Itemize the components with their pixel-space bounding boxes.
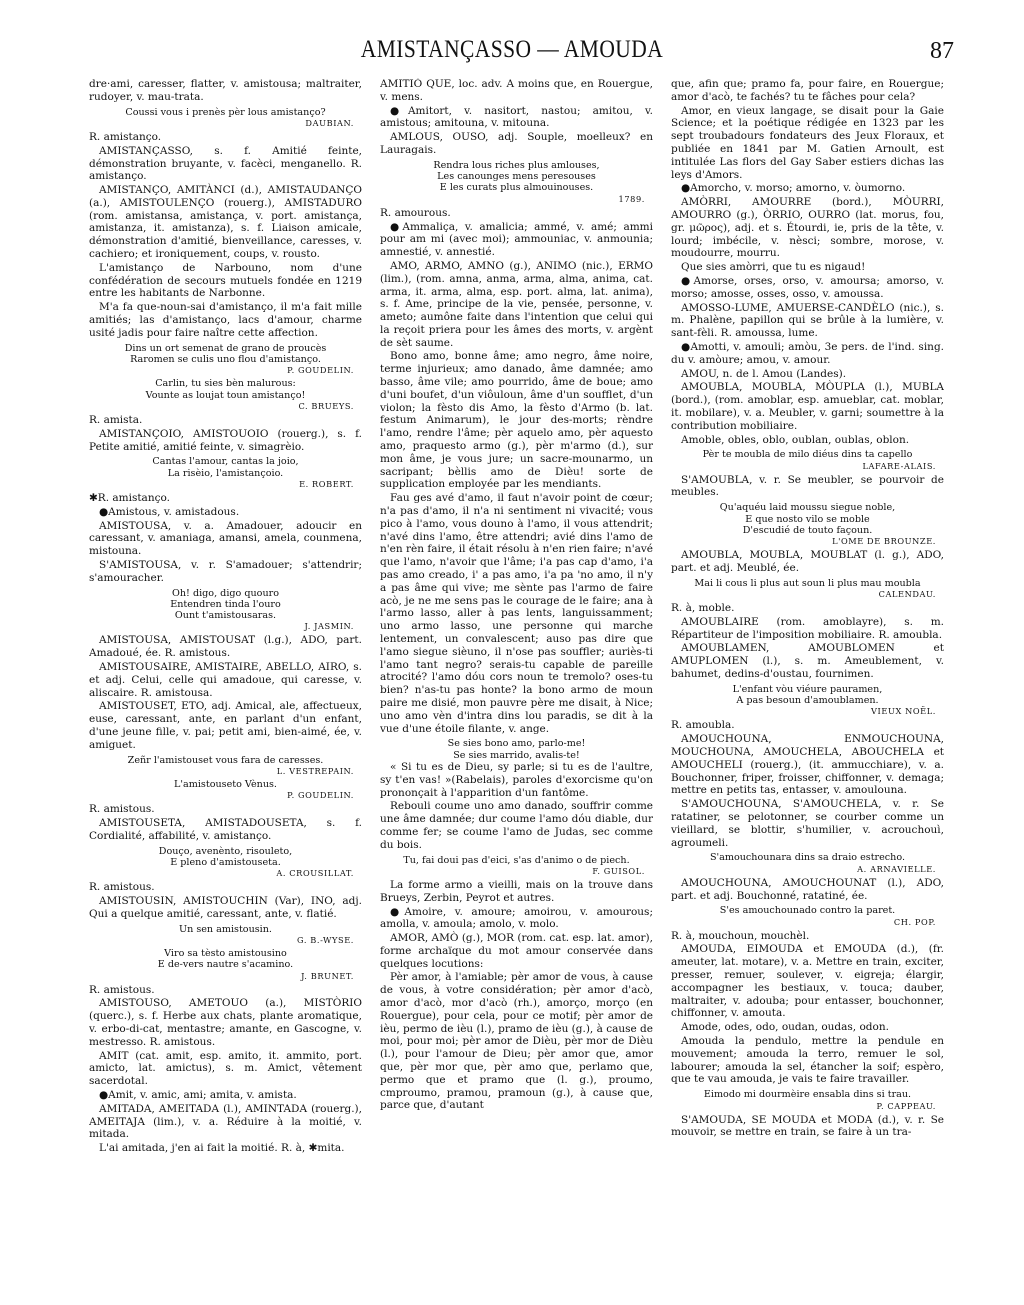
quotation <box>89 343 362 366</box>
column-middle <box>380 78 653 1288</box>
quotation-line: S'es amouchounado contro la paret. <box>719 905 896 917</box>
quotation-author: J. BRUNET. <box>301 970 354 981</box>
entry-paragraph: AMISTANÇOIO, AMISTOUOIO (rouerg.), s. f. Petite amitié, amitié feinte, v. simagrèio. <box>89 427 362 453</box>
entry-paragraph: AMITIÒ QUE, loc. adv. A moins que, en Rouergue, v. mens. <box>380 78 653 103</box>
entry-paragraph: AMÒRRI, AMOURRE (bord.), MÒURRI, AMOURRO (g.), ÒRRIO, OURRO (lat. morus, fou, gr. μῶρος), adj. et s. Étourdi, ie, pris de la tête, v. lourd; imbécile, v. nèsci; sombre, morose, v. moudourre, mourru. <box>671 196 944 260</box>
column-left <box>89 78 362 1288</box>
quotation-line: Qu'aquéu laid moussu siegue noble, <box>719 502 896 514</box>
entry-paragraph: Amode, odes, odo, oudan, oudas, odon. <box>681 1021 889 1034</box>
entry-paragraph: AMOSSO-LUME, AMUERSE-CANDÈLO (nic.), s. m. Phalène, papillon qui se brûle à la lumière, v. sant-fèli. R. amoussa, lume. <box>671 301 944 340</box>
quotation-line: Cantas l'amour, cantas la joio, <box>152 456 299 468</box>
quotation-line: Ount t'amistousaras. <box>174 610 277 622</box>
entry-paragraph: ✱R. amistanço. <box>89 491 170 504</box>
quotation-line: S'amouchounara dins sa draio estrecho. <box>709 852 906 864</box>
quotation-line: Tu, fai doui pas d'eici, s'as d'animo o de piech. <box>403 854 630 866</box>
entry-paragraph: AMISTOUSETA, AMISTADOUSETA, s. f. Cordialité, affabilité, v. amistanço. <box>89 817 362 842</box>
quotation-author: P. GOUDELIN. <box>287 790 354 801</box>
quotation <box>380 160 653 194</box>
dictionary-columns <box>89 78 945 1288</box>
entry-paragraph: Amor, en vieux langage, se disait pour la Gaie Science; et la poétique rédigée en 1323 par les sept troubadours fondateurs des Jeux Floraux, et publiée en 1841 par M. Gatien Arnoult, est intitulée Las flors del Gay Saber estiers dichas las leys d'Amors. <box>671 104 944 181</box>
quotation <box>89 846 362 869</box>
entry-paragraph: ●Amistous, v. amistadous. <box>99 505 240 518</box>
quotation-author: CH. POP. <box>893 916 936 927</box>
quotation-line: E les curats plus almouinouses. <box>439 182 594 194</box>
entry-paragraph: R. amistous. <box>89 803 155 816</box>
quotation-line: Un sen amistousin. <box>179 923 272 935</box>
entry-paragraph: AMOUBLAIRE (rom. amoblayre), s. m. Répartiteur de l'imposition mobiliaire. R. amoubla. <box>671 615 944 641</box>
quotation <box>89 948 362 971</box>
entry-paragraph: Amoble, obles, oblo, oublan, oublas, oblon. <box>681 433 910 446</box>
quotation-line: Mai li cous li plus aut soun li plus mau moubla <box>694 577 921 589</box>
quotation <box>671 449 944 460</box>
entry-paragraph: AMO, ARMO, AMNO (g.), ANIMO (nic.), ERMO (lim.), (rom. amna, anma, arma, alma, anima, cat. arma, it. arma, alma, esp. port. alma, lat. anima), s. f. Ame, principe de la vie, pensée, personne, v. ameto; aumône faite dans l'intention que celui qui la reçoit priera pour les âmes des morts, v. argènt de sèt saume. <box>380 259 653 349</box>
quotation-line: Pèr te moubla de milo diéus dins ta capello <box>702 449 913 461</box>
quotation-line: D'escudié de touto façoun. <box>742 524 873 536</box>
entry-paragraph: La forme armo a vieilli, mais on la trouve dans Brueys, Zerbin, Peyrot et autres. <box>380 878 653 904</box>
running-head-title: AMISTANÇASSO — AMOUDA <box>360 36 664 63</box>
quotation-author: A. CROUSILLAT. <box>276 868 354 879</box>
entry-paragraph: ●Ammaliça, v. amalicia; ammé, v. amé; ammi pour am mi (avec moi); ammouniac, v. anmounia; amnestié, v. annestié. <box>380 220 653 259</box>
quotation-line: E que nosto vilo se moble <box>745 513 870 525</box>
running-header <box>0 36 1024 76</box>
quotation <box>671 684 944 707</box>
quotation-line: Les canounges mens peresouses <box>437 171 596 183</box>
entry-paragraph: R. amoubla. <box>671 719 735 732</box>
quotation-line: Se sies marrido, avalis-te! <box>453 749 580 761</box>
quotation <box>671 502 944 536</box>
quotation-author: 1789. <box>618 193 645 204</box>
entry-paragraph: R. amistous. <box>89 881 155 894</box>
entry-paragraph: AMISTOUSET, ETO, adj. Amical, ale, affectueux, euse, caressant, ante, en parlant d'un enfant, d'une jeune fille, v. pai; petit ami, bien-aimé, ée, v. amiguet. <box>89 700 362 751</box>
entry-paragraph: AMOUBLA, MOUBLA, MOUBLAT (l. g.), ADO, part. et adj. Meublé, ée. <box>671 549 944 574</box>
quotation-author: DAUBIAN. <box>305 117 354 128</box>
quotation <box>89 107 362 118</box>
entry-paragraph: AMISTOUSO, AMETOUO (a.), MISTÒRIO (querc.), s. f. Herbe aux chats, plante aromatique, v. erbo-di-cat, mentastre; amante, en Gascogne, v. mestresso. R. amistous. <box>89 997 362 1048</box>
quotation-author: F. GUISOL. <box>592 865 645 876</box>
quotation-author: J. JASMIN. <box>304 621 354 632</box>
entry-paragraph: que, afin que; pramo fa, pour faire, en Rouergue; amor d'acò, te fachés? tu te fâches pour cela? <box>671 78 944 103</box>
quotation <box>89 755 362 766</box>
entry-paragraph: AMISTANÇASSO, s. f. Amitié feinte, démonstration bruyante, v. facèci, menganello. R. amistanço. <box>89 144 362 183</box>
entry-paragraph: AMOUCHOUNA, ENMOUCHOUNA, MOUCHOUNA, AMOUCHELA, ABOUCHELA et AMOUCHELI (rouerg.), (it. ammucchiare), v. a. Bouchonner, friper, froisser, chiffonner, v. demaga; mettre en petits tas, entasser, v. amoulouna. <box>671 733 944 797</box>
entry-paragraph: S'AMOUBLA, v. r. Se meubler, se pourvoir de meubles. <box>671 473 944 499</box>
entry-paragraph: AMOU, n. de l. Amou (Landes). <box>681 367 847 380</box>
quotation-line: Vounte as loujat toun amistanço! <box>145 389 306 401</box>
quotation-line: A pas besoun d'amoublamen. <box>736 695 879 707</box>
entry-paragraph: « Si tu es de Dieu, sy parle; si tu es de l'aultre, sy t'en vas! »(Rabelais), paroles d'exorcisme qu'on prononçait à l'apparition d'un fantôme. <box>380 761 653 799</box>
entry-paragraph: R. à, mouchoun, mouchèl. <box>671 929 810 942</box>
entry-paragraph: R. amistous. <box>89 983 155 996</box>
entry-paragraph: R. amista. <box>89 413 143 426</box>
entry-paragraph: L'amistanço de Narbouno, nom d'une confédération de secours mutuels fondée en 1219 entre les habitants de Narbonne. <box>89 261 362 300</box>
quotation-line: Coussi vous i prenès pèr lous amistanço? <box>125 106 326 118</box>
quotation-line: Viro sa tèsto amistousino <box>164 947 287 959</box>
quotation <box>89 378 362 401</box>
entry-paragraph: ●Amoire, v. amoure; amoirou, v. amourous; amolla, v. amoula; amolo, v. molo. <box>380 905 653 931</box>
entry-paragraph: ●Amitort, v. nasitort, nastou; amitou, v. amistous; amitouna, v. mitouna. <box>380 104 653 130</box>
entry-paragraph: R. amistanço. <box>89 130 162 143</box>
page-number: 87 <box>930 38 954 64</box>
quotation-line: Entendren tinda l'ouro <box>170 598 281 610</box>
entry-paragraph: AMOR, AMÒ (g.), MOR (rom. cat. esp. lat. amor), forme archaïque du mot amour conservée dans quelques locutions: <box>380 932 653 970</box>
entry-paragraph: AMISTOUSA, AMISTOUSAT (l.g.), ADO, part. Amadoué, ée. R. amistous. <box>89 634 362 660</box>
quotation-line: Eimodo mi dourmèire ensabla dins si trau. <box>703 1089 912 1101</box>
quotation <box>380 855 653 866</box>
entry-paragraph: AMISTOUSAIRE, AMISTAIRE, ABELLO, AIRO, s. et adj. Celui, celle qui amadoue, qui caresse, v. aliscaire. R. amistousa. <box>89 661 362 699</box>
quotation-line: Dins un ort semenat de grano de proucès <box>124 342 327 354</box>
entry-paragraph: Que sies amòrri, que tu es nigaud! <box>681 261 866 274</box>
entry-paragraph: S'AMOUDA, SE MOUDA et MODA (d.), v. r. Se mouvoir, se mettre en train, se faire à un tra- <box>671 1113 944 1139</box>
quotation-author: A. ARNAVIELLE. <box>857 863 936 874</box>
entry-paragraph: ●Amit, v. amic, ami; amita, v. amista. <box>99 1088 297 1101</box>
entry-paragraph: AMOUCHOUNA, AMOUCHOUNAT (l.), ADO, part. et adj. Bouchonné, ratatiné, ée. <box>671 876 944 902</box>
quotation-line: Zeñr l'amistouset vous fara de caresses. <box>127 754 324 766</box>
entry-paragraph: R. à, moble. <box>671 602 735 615</box>
quotation-author: G. B.-WYSE. <box>297 934 354 945</box>
entry-paragraph: ●Amorcho, v. morso; amorno, v. òumorno. <box>681 182 906 195</box>
entry-paragraph: S'AMOUCHOUNA, S'AMOUCHELA, v. r. Se ratatiner, se pelotonner, se courber comme un vieillard, se blottir, s'humilier, v. acrouchouì, agroumeli. <box>671 798 944 849</box>
entry-paragraph: AMLOUS, OUSO, adj. Souple, moelleux? en Lauragais. <box>380 131 653 156</box>
quotation-author: LAFARE-ALAIS. <box>862 460 936 471</box>
quotation-line: La risèio, l'amistançoio. <box>167 467 284 479</box>
quotation-author: VIEUX NOËL. <box>871 706 936 717</box>
quotation-line: L'amistouseto Vènus. <box>174 778 277 790</box>
entry-paragraph: ●Amotti, v. amouli; amòu, 3e pers. de l'ind. sing. du v. amòure; amou, v. amour. <box>671 340 944 366</box>
quotation <box>671 1089 944 1100</box>
entry-paragraph: dre·ami, caresser, flatter, v. amistousa; maltraiter, rudoyer, v. mau-trata. <box>89 78 362 103</box>
entry-paragraph: ●Amorse, orses, orso, v. amoursa; amorso, v. morso; amosse, osses, osso, v. amoussa. <box>671 274 944 300</box>
entry-paragraph: M'a fa que-noun-sai d'amistanço, il m'a fait mille amitiés; las d'amistanço, lacs d'amour, charme usité jadis pour faire naître cette affection. <box>89 301 362 339</box>
entry-paragraph: S'AMISTOUSA, v. r. S'amadouer; s'attendrir; s'amouracher. <box>89 558 362 584</box>
entry-paragraph: AMITADA, AMEITADA (l.), AMINTADA (rouerg.), AMEITAJA (lim.), v. a. Réduire à la moitié, v. mitada. <box>89 1102 362 1141</box>
quotation-line: Carlin, tu sies bèn malurous: <box>155 378 296 390</box>
quotation-author: C. BRUEYS. <box>298 400 354 411</box>
entry-paragraph: AMOUBLA, MOUBLA, MÒUPLA (l.), MUBLA (bord.), (rom. amoblar, esp. amueblar, cat. moblar, it. mobilare), v. a. Meubler, v. garni; soumettre à la contribution mobiliaire. <box>671 381 944 432</box>
entry-paragraph: AMOUBLAMEN, AMOUBLOMEN et AMUPLOMEN (l.), s. m. Ameublement, v. bahumet, dedins-d'oustau, fournimen. <box>671 642 944 681</box>
entry-paragraph: Amouda la pendulo, mettre la pendule en mouvement; amouda la terro, remuer le sol, labourer; amouda la sel, étancher la soif; espèro, que te vau amouda, je vais te faire travailler. <box>671 1035 944 1086</box>
entry-paragraph: AMISTOUSA, v. a. Amadouer, adoucir en caressant, v. amaniaga, amansi, amela, counmena, mistouna. <box>89 519 362 558</box>
quotation <box>671 852 944 863</box>
entry-paragraph: AMISTANÇO, AMITÀNCI (d.), AMISTAUDANÇO (a.), AMISTOULENÇO (rouerg.), AMISTADURO (rom. amistansa, amistança, v. port. amistança, amistanza, it. amistanza), s. f. Liaison amicale, démonstration d'amitié, bienveillance, caresses, v. cachiero; et ironiquement, coups, v. rousto. <box>89 184 362 261</box>
quotation-line: Oh! digo, digo quouro <box>172 587 279 599</box>
quotation-line: Rendra lous riches plus amlouses, <box>433 159 600 171</box>
column-right <box>671 78 944 1288</box>
quotation-line: L'enfant vòu viéure pauramen, <box>732 683 883 695</box>
quotation <box>671 578 944 589</box>
quotation-author: P. CAPPEAU. <box>876 1100 936 1111</box>
entry-paragraph: AMOUDA, EIMOUDA et EMOUDA (d.), (fr. ameuter, lat. motare), v. a. Mettre en train, exciter, presser, remuer, soulever, v. eigreja; élargir, accompagner les bestiaux, v. touca; dauber, maltraiter, v. adouba; pour entasser, bouchonner, chiffonner, v. amouta. <box>671 943 944 1020</box>
quotation <box>380 738 653 761</box>
entry-paragraph: L'ai amitada, j'en ai fait la moitié. R. à, ✱mita. <box>99 1142 345 1155</box>
quotation <box>89 456 362 479</box>
quotation-author: L'OME DE BROUNZE. <box>832 536 936 547</box>
quotation <box>89 779 362 790</box>
entry-paragraph: Bono amo, bonne âme; amo negro, âme noire, terme injurieux; amo danado, âme damnée; amo basso, âme vile; amo pourrido, âme de boue; amo d'uni boufet, d'un viôuloun, âme d'un soufflet, d'un violon; la fèsto dis Amo, la fèsto d'Armo (b. lat. festum Animarum), le jour des-morts; rèndre l'amo, rendre l'âme; pèr aquelo amo, pèr aquesto amo, praquesto armo (g.), pèr m'armo (d.), sur mon âme, je vous jure; un sacre-mounarmo, un sacripant; bèllis amo de Dièu! sorte de supplication employée par les mendiants. <box>380 350 653 491</box>
entry-paragraph: AMIT (cat. amit, esp. amito, it. ammito, port. amicto, lat. amictus), s. m. Amict, vêtement sacerdotal. <box>89 1049 362 1088</box>
quotation-author: CALENDAU. <box>878 589 936 600</box>
quotation-line: E pleno d'amistouseta. <box>170 856 281 868</box>
quotation-author: E. ROBERT. <box>299 478 354 489</box>
quotation-line: E de-vers nautre s'acamino. <box>157 959 294 971</box>
quotation <box>671 905 944 916</box>
quotation-author: P. GOUDELIN. <box>287 365 354 376</box>
entry-paragraph: R. amourous. <box>380 206 451 219</box>
entry-paragraph: Rebouli coume uno amo danado, souffrir comme une âme damnée; dur coume l'amo dóu diable, dur comme fer; se coume l'amo de Judas, sec comme du bois. <box>380 800 653 851</box>
entry-paragraph: Fau ges avé d'amo, il faut n'avoir point de cœur; n'a pas d'amo, il n'a ni sentiment ni vivacité; vous pico à l'amo, vous douno à l'amo, il vous attendrit; n'avé dins l'amo, être attendri; avié dins l'amo de n'en rèn faire, il était résolu à n'en rien faire; n'avé que l'amo, n'avoir que l'âme; i'a pas cap d'amo, i'a pas amo creado, i' a pas amo, i'a pa 'no amo, il n'y a pas âme qui vive; me sènte pas l'armo de faire acò, je ne me sens pas le courage de le faire; ana à l'armo lasso, aller à pas lents, languissamment; uno armo lasso, une personne qui marche lentement, un convalescent; auso pas dire que l'amo siegue sièuno, il n'ose pas souffler; auriès-ti l'amo tant negro? serais-tu capable de pareille atrocité? l'amo dóu cors noun te tremolo? oses-tu bien? n'as-tu pas honte? la bono armo de moun paire me disié, mon pauvre père me disait, à Nice; uno amo vèn d'intra dins lou paradis, se dit à la vue d'une étoile filante, v. ange. <box>380 492 653 735</box>
quotation <box>89 588 362 622</box>
entry-paragraph: AMISTOUSIN, AMISTOUCHIN (Var), INO, adj. Qui a quelque amitié, caressant, ante, v. flatié. <box>89 895 362 920</box>
quotation-line: Raromen se culis uno flou d'amistanço. <box>130 353 321 365</box>
quotation-line: Douço, avenènto, risouleto, <box>158 845 293 857</box>
quotation-author: L. VESTREPAIN. <box>276 765 354 776</box>
quotation-line: Se sies bono amo, parlo-me! <box>447 738 586 750</box>
entry-paragraph: Pèr amor, à l'amiable; pèr amor de vous, à cause de vous, à votre considération; pèr amor d'acò, amor d'acò, mor d'acò (rh.), amorço, morço (en Rouergue), pour cela, pour ce motif; pèr amor de ièu, permo de ièu (l.), pramo de ièu (g.), à cause de moi, pour moi; pèr amor de Dièu, pèr mor de Dièu (l.), pour l'amour de Dieu; pèr amor que, amor que, pèr mor que, pèr amo que, perlamo que, permo que et pramo que (l. g.), proumo, cmproumo, pramou, pramoun (g.), à cause que, parce que, d'autant <box>380 971 653 1112</box>
quotation <box>89 924 362 935</box>
